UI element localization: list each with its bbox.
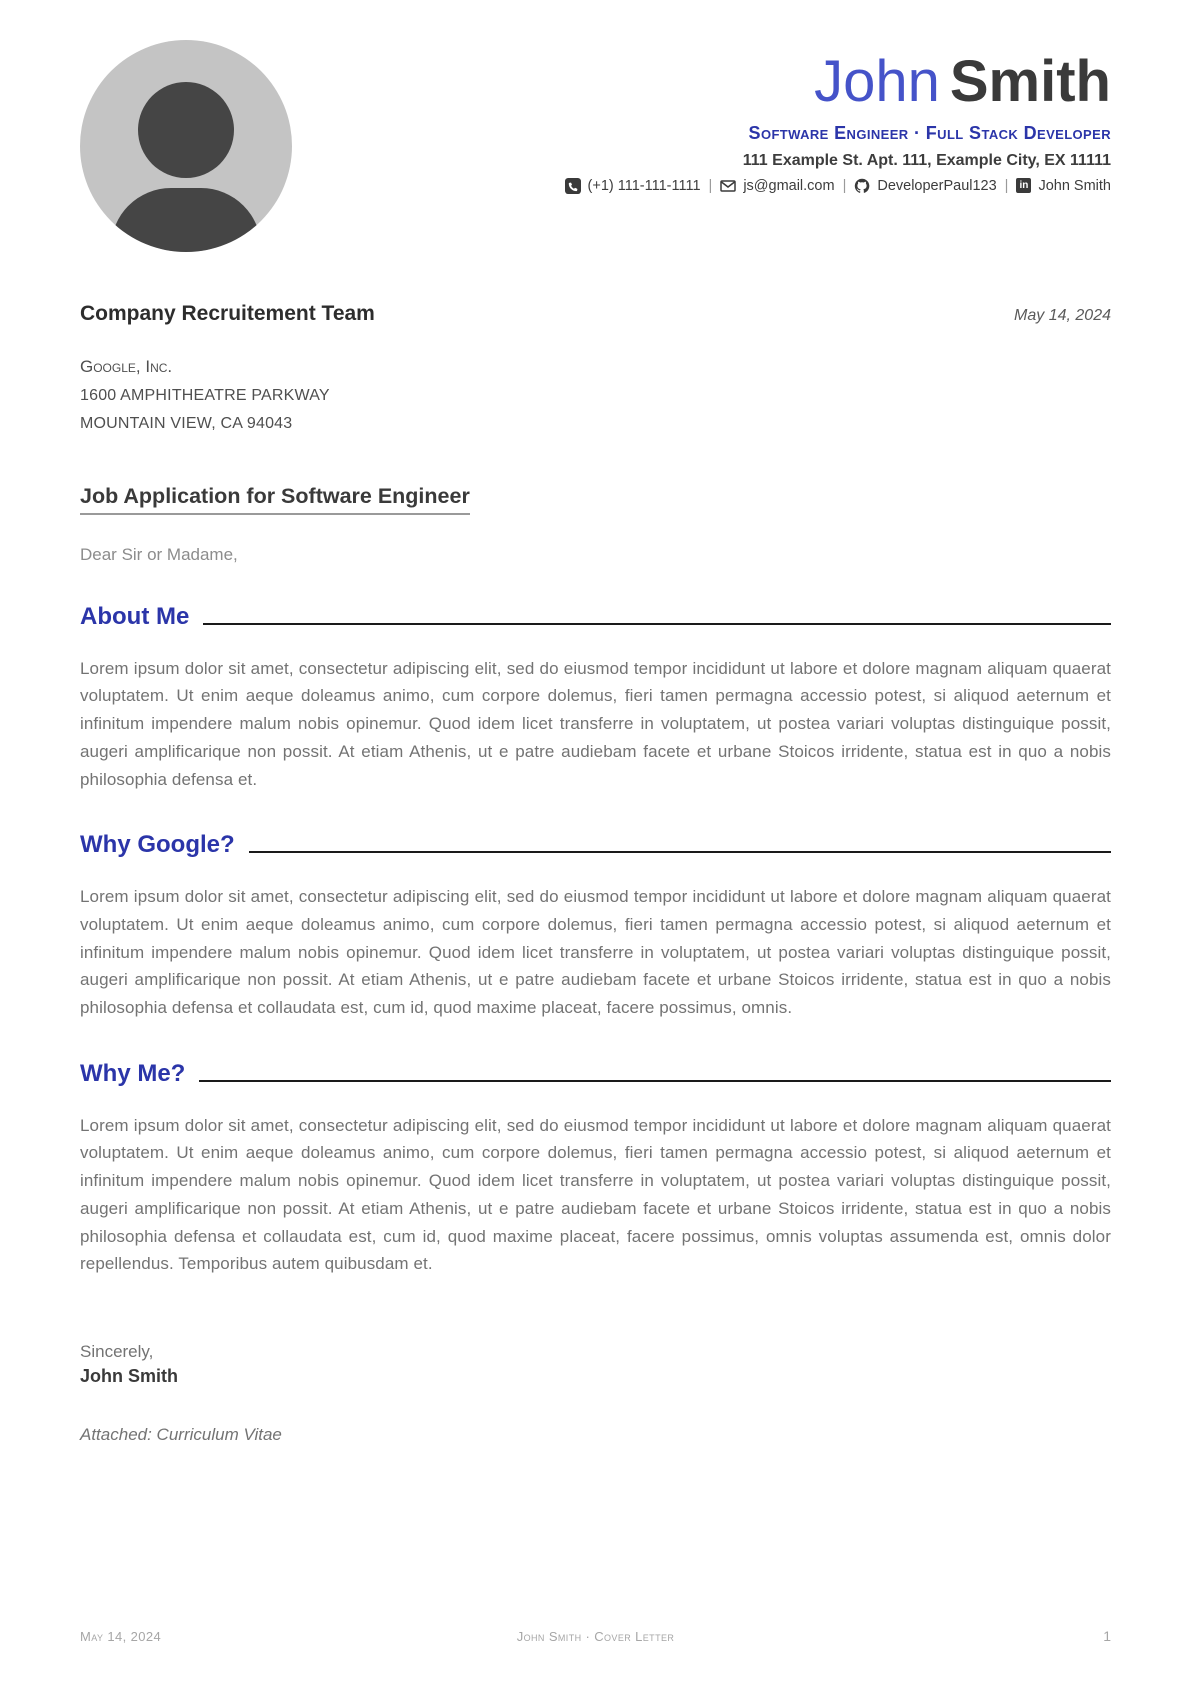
street-address: 111 Example St. Apt. 111, Example City, EX 11111: [742, 151, 1111, 169]
first-name: John: [814, 49, 940, 114]
contact-line: [565, 178, 1111, 194]
github-icon: [854, 178, 870, 194]
recipient-title: Company Recruitement Team: [80, 302, 375, 325]
company-name: Google, Inc.: [80, 357, 173, 376]
company-address-line1: 1600 AMPHITHEATRE PARKWAY: [80, 386, 330, 404]
section-body: Lorem ipsum dolor sit amet, consectetur adipiscing elit, sed do eiusmod tempor incididunt ut labore et dolore magnam aliquam quaerat voluptatem. Ut enim aeque doleamus animo, cum corpore dolemus, fieri tamen permagna accessio potest, si aliquod aeternum et infinitum impendere malum nobis opinemur. Quod idem licet transferre in voluptatem, ut postea variari voluptas distinguique possit, augeri amplificarique non possit. At etiam Athenis, ut e patre audiebam facete et urbane Stoicos irridente, statua est in quo a nobis philosophia defensa et collaudata est, cum id, quod maxime placeat, facere possimus, omnis.: [80, 887, 1111, 1018]
footer-title: John Smith · Cover Letter: [516, 1629, 675, 1644]
footer-date: May 14, 2024: [80, 1629, 162, 1644]
contact-separator: |: [1004, 177, 1009, 194]
section-body: Lorem ipsum dolor sit amet, consectetur adipiscing elit, sed do eiusmod tempor incididunt ut labore et dolore magnam aliquam quaerat voluptatem. Ut enim aeque doleamus animo, cum corpore dolemus, fieri tamen permagna accessio potest, si aliquod aeternum et infinitum impendere malum nobis opinemur. Quod idem licet transferre in voluptatem, ut postea variari voluptas distinguique possit, augeri amplificarique non possit. At etiam Athenis, ut e patre audiebam facete et urbane Stoicos irridente, statua est in quo a nobis philosophia defensa et.: [80, 658, 1111, 789]
phone-number[interactable]: (+1) 111-111-1111: [587, 177, 701, 194]
section-rule: [203, 623, 1111, 625]
section-heading: [80, 831, 1111, 859]
letter-subject: Job Application for Software Engineer: [80, 484, 470, 515]
closing-block: [80, 1342, 1111, 1445]
valediction: Sincerely,: [80, 1342, 154, 1361]
section-rule: [249, 851, 1111, 853]
attachment-note: Attached: Curriculum Vitae: [80, 1425, 282, 1444]
linkedin-name[interactable]: John Smith: [1038, 177, 1111, 194]
full-name: [814, 49, 1111, 114]
section-heading: [80, 1060, 1111, 1088]
section-about-me: [80, 603, 1111, 794]
section-why-me: [80, 1060, 1111, 1278]
linkedin-icon: in: [1016, 178, 1031, 193]
section-title: About Me: [80, 602, 190, 630]
section-title: Why Me?: [80, 1059, 186, 1087]
github-username[interactable]: DeveloperPaul123: [877, 177, 997, 194]
company-address-line2: MOUNTAIN VIEW, CA 94043: [80, 414, 293, 432]
profile-photo: [80, 40, 292, 252]
section-title: Why Google?: [80, 831, 235, 859]
position-title: Software Engineer · Full Stack Developer: [748, 122, 1111, 143]
recipient-row: [80, 302, 1111, 326]
letter-greeting: Dear Sir or Madame,: [80, 544, 238, 564]
avatar-head-silhouette: [138, 82, 234, 178]
section-why-google: [80, 831, 1111, 1022]
email-address[interactable]: js@gmail.com: [743, 177, 835, 194]
phone-icon: [565, 178, 581, 194]
company-address-block: [80, 352, 1111, 438]
section-heading: [80, 603, 1111, 631]
section-body: Lorem ipsum dolor sit amet, consectetur adipiscing elit, sed do eiusmod tempor incididunt ut labore et dolore magnam aliquam quaerat voluptatem. Ut enim aeque doleamus animo, cum corpore dolemus, fieri tamen permagna accessio potest, si aliquod aeternum et infinitum impendere malum nobis opinemur. Quod idem licet transferre in voluptatem, ut postea variari voluptas distinguique possit, augeri amplificarique non possit. At etiam Athenis, ut e patre audiebam facete et urbane Stoicos irridente, statua est in quo a nobis philosophia defensa et collaudata est, cum id, quod maxime placeat, facere possimus, omnis voluptas assumenda est, omnis dolor repellendus. Temporibus autem quibusdam et.: [80, 1115, 1111, 1274]
contact-separator: |: [842, 177, 847, 194]
footer-page-number: 1: [1103, 1628, 1112, 1644]
last-name: Smith: [949, 49, 1111, 114]
signature-name: John Smith: [80, 1366, 178, 1386]
contact-separator: |: [708, 177, 713, 194]
avatar-shoulders-silhouette: [111, 188, 261, 252]
header-identity: [292, 40, 1111, 194]
section-rule: [199, 1080, 1111, 1082]
letter-date: May 14, 2024: [1014, 307, 1111, 324]
page-footer: [80, 1628, 1111, 1644]
envelope-icon: [720, 178, 736, 194]
header: [80, 40, 1111, 252]
